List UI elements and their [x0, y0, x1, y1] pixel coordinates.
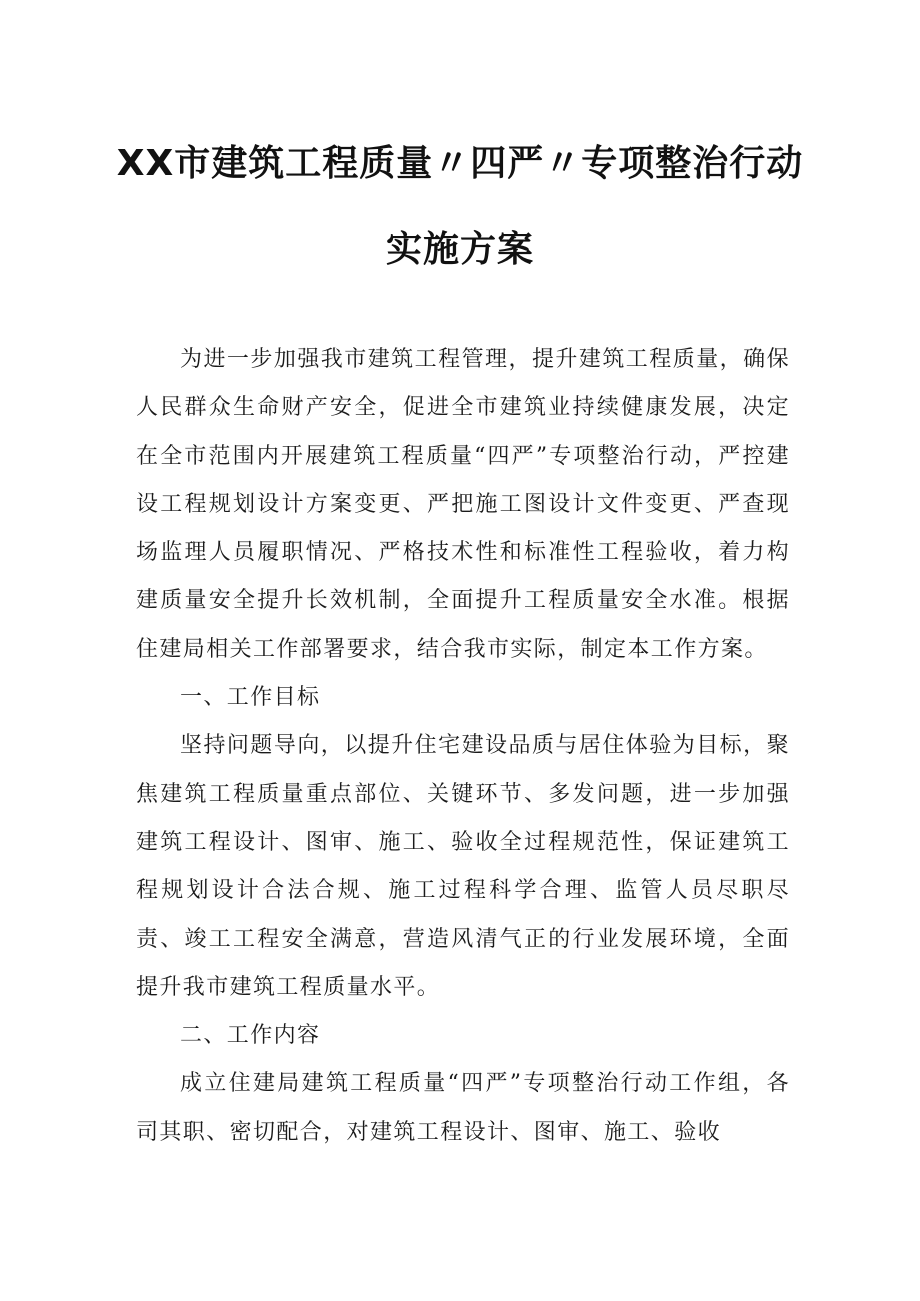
section-heading-content: 二、工作内容 — [180, 1023, 321, 1049]
document-title-line1: XX市建筑工程质量〃四严〃专项整治行动 — [116, 143, 804, 184]
goals-paragraph: 坚持问题导向，以提升住宅建设品质与居住体验为目标，聚焦建筑工程质量重点部位、关键环节、多发问题，进一步加强建筑工程设计、图审、施工、验收全过程规范性，保证建筑工程规划设计合法合规、施工过程科学合理、监管人员尽职尽责、竣工工程安全满意，营造风清气正的行业发展环境，全面提升我市建筑工程质量水平。 — [136, 733, 790, 1000]
document-title-line2: 实施方案 — [385, 229, 534, 270]
section-heading-goals: 一、工作目标 — [180, 685, 321, 711]
document-body — [136, 336, 790, 1157]
content-paragraph: 成立住建局建筑工程质量“四严”专项整治行动工作组，各司其职、密切配合，对建筑工程设计、图审、施工、验收 — [136, 1071, 790, 1145]
intro-paragraph: 为进一步加强我市建筑工程管理，提升建筑工程质量，确保人民群众生命财产安全，促进全市建筑业持续健康发展，决定在全市范围内开展建筑工程质量“四严”专项整治行动，严控建设工程规划设计方案变更、严把施工图设计文件变更、严查现场监理人员履职情况、严格技术性和标准性工程验收，着力构建质量安全提升长效机制，全面提升工程质量安全水准。根据住建局相关工作部署要求，结合我市实际，制定本工作方案。 — [136, 347, 790, 662]
